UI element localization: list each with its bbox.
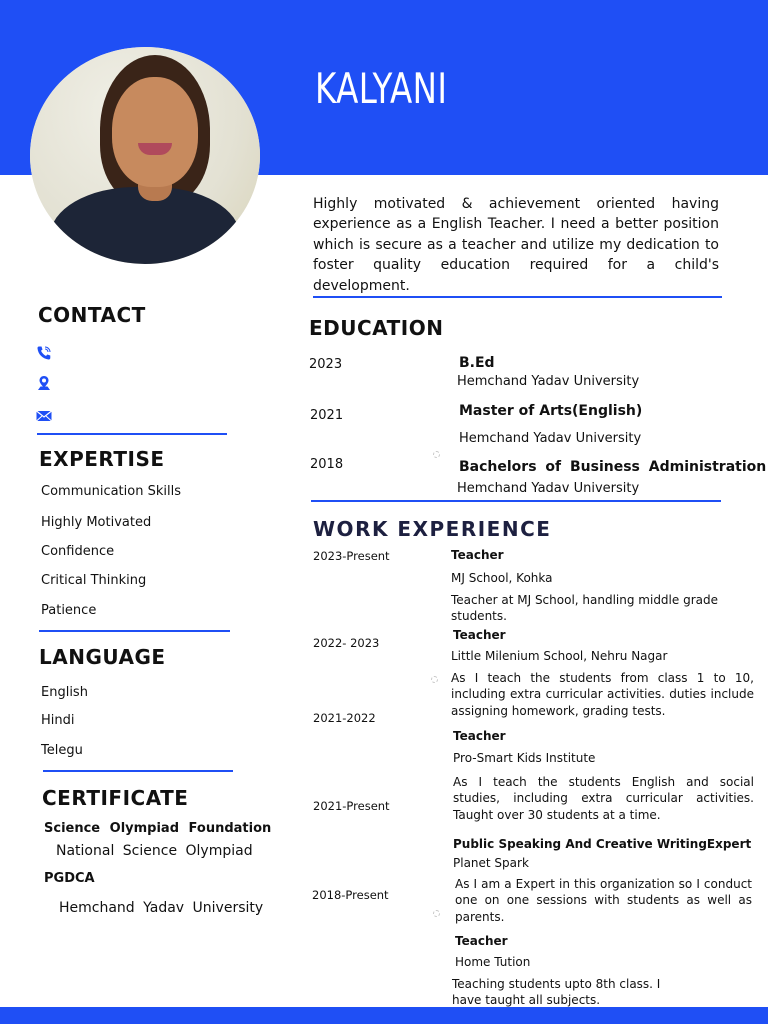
certificate-org: Hemchand Yadav University	[59, 900, 264, 916]
language-item: Hindi	[41, 713, 75, 728]
job-description: As I teach the students from class 1 to 10, including extra curricular activities. duties include assigning homework, grading tests.	[451, 671, 754, 718]
certificate-name: PGDCA	[44, 871, 95, 886]
education-degree: B.Ed	[459, 355, 495, 371]
job-title: Public Speaking And Creative WritingExpert	[453, 837, 752, 851]
certificate-heading: CERTIFICATE	[42, 786, 189, 810]
contact-heading: CONTACT	[38, 303, 146, 327]
profile-summary: Highly motivated & achievement oriented having experience as a English Teacher. I need a better position which is secure as a teacher and utilize my dedication to foster quality education required for a child's development.	[313, 196, 719, 294]
education-year: 2021	[310, 408, 344, 423]
expertise-item: Confidence	[41, 544, 115, 559]
contact-divider	[37, 433, 227, 435]
education-institution: Hemchand Yadav University	[457, 481, 640, 496]
footer-band	[0, 1007, 768, 1024]
work-experience-heading: WORK EXPERIENCE	[313, 517, 552, 541]
job-employer: Planet Spark	[453, 856, 529, 870]
location-pin-icon	[36, 375, 52, 391]
job-description: Teaching students upto 8th class. I have taught all subjects.	[452, 977, 661, 1008]
profile-photo	[30, 47, 260, 264]
summary-divider	[313, 296, 722, 298]
education-divider	[311, 500, 721, 502]
job-description: As I am a Expert in this organization so I conduct one on one sessions with students as well as parents.	[455, 877, 752, 924]
job-employer: Little Milenium School, Nehru Nagar	[451, 649, 668, 663]
education-degree: Bachelors of Business Administration	[459, 459, 767, 475]
job-employer: Pro-Smart Kids Institute	[453, 751, 596, 765]
job-description: As I teach the students English and social studies, including extra curricular activities. Taught over 30 students at a time.	[453, 775, 754, 822]
certificate-org: National Science Olympiad	[56, 843, 253, 859]
job-title: Teacher	[451, 548, 504, 562]
education-institution: Hemchand Yadav University	[457, 374, 640, 389]
work-period: 2022- 2023	[313, 636, 380, 650]
job-employer: MJ School, Kohka	[451, 571, 553, 585]
job-title: Teacher	[455, 934, 508, 948]
work-period: 2018-Present	[312, 888, 389, 902]
decorative-dot	[433, 451, 440, 458]
education-year: 2023	[309, 357, 343, 372]
education-institution: Hemchand Yadav University	[459, 431, 642, 446]
expertise-item: Patience	[41, 603, 97, 618]
expertise-heading: EXPERTISE	[39, 447, 165, 471]
decorative-dot	[433, 910, 440, 917]
phone-icon	[36, 345, 52, 361]
language-heading: LANGUAGE	[39, 645, 166, 669]
education-heading: EDUCATION	[309, 316, 444, 340]
work-period: 2021-2022	[313, 711, 376, 725]
certificate-name: Science Olympiad Foundation	[44, 821, 272, 836]
candidate-name: KALYANI	[315, 64, 448, 113]
job-employer: Home Tution	[455, 955, 531, 969]
expertise-divider	[39, 630, 230, 632]
expertise-item: Critical Thinking	[41, 573, 147, 588]
language-item: Telegu	[41, 743, 83, 758]
education-degree: Master of Arts(English)	[459, 403, 643, 419]
language-item: English	[41, 685, 88, 700]
expertise-item: Communication Skills	[41, 484, 181, 499]
decorative-dot	[431, 676, 438, 683]
education-year: 2018	[310, 457, 344, 472]
work-period: 2021-Present	[313, 799, 390, 813]
job-title: Teacher	[453, 628, 506, 642]
mail-icon	[36, 408, 52, 424]
job-description: Teacher at MJ School, handling middle grade students.	[451, 593, 718, 624]
language-divider	[43, 770, 233, 772]
work-period: 2023-Present	[313, 549, 390, 563]
job-title: Teacher	[453, 729, 506, 743]
expertise-item: Highly Motivated	[41, 515, 152, 530]
